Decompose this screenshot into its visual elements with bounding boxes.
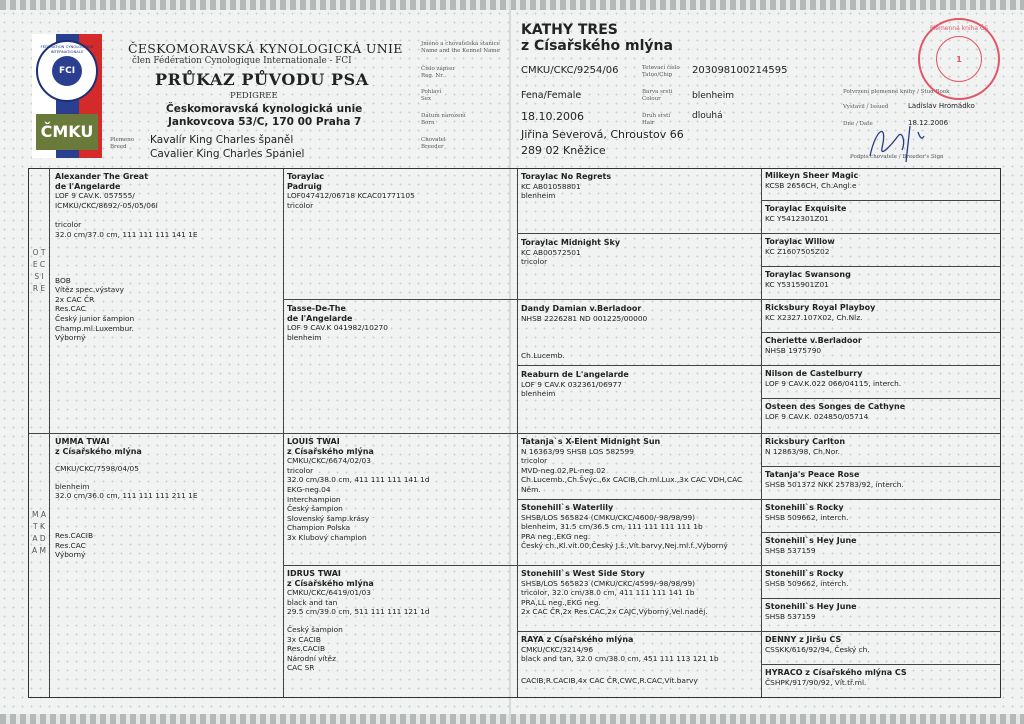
breed-en: Cavalier King Charles Spaniel <box>150 148 305 160</box>
gggp-cell: Stonehill`s Rocky SHSB 509662, interch. <box>765 503 849 522</box>
gggp-cell: Toraylac Willow KC Z1607505Z02 <box>765 237 835 256</box>
label-signature: Podpis chovatele / Breeder's Sign <box>850 154 944 160</box>
ggp-cell: Toraylac No Regrets KC AB01058801 blenheim <box>521 172 612 201</box>
gp-sire-dam: Tasse-De-The de l'Angelarde LOF 9 CAV.K 041982/10270 blenheim <box>287 304 388 342</box>
dog-sex: Fena/Female <box>521 90 582 101</box>
ggp-cell: Stonehill`s Waterlily SHSB/LOS 565824 (CMKU/CKC/4600/-98/98/99) blenheim, 31.5 cm/36.5 cm, 111 111 111 111 1b PRA neg.,EKG neg. Český ch.,Kl.vít.00,Český J.š.,Vít.barvy,Nej.ml.f.,Výborný <box>521 503 728 551</box>
org-address: Jankovcova 53/C, 170 00 Praha 7 <box>168 116 362 128</box>
dog-hair: dlouhá <box>692 111 723 121</box>
gp-dam-sire: LOUIS TWAI z Císařského mlýna CMKU/CKC/6674/02/03 tricolor 32.0 cm/38.0 cm, 411 111 111 141 1d EKG-neg.04 Interchampion Český šampion Slovenský šamp.krásy Champion Polska 3x Klubový champion <box>287 437 430 542</box>
issued-by: Ladislav Hromádko <box>908 102 975 110</box>
gggp-cell: Stonehill`s Rocky SHSB 509662, interch. <box>765 569 849 588</box>
dog-breeder-line2: 289 02 Kněžice <box>521 144 606 157</box>
fci-emblem-icon: FÉDÉRATION CYNOLOGIQUE INTERNATIONALE FCI <box>36 40 98 102</box>
gggp-cell: Ricksbury Carlton N 12863/98, Ch.Nor. <box>765 437 846 456</box>
doc-title: PRŮKAZ PŮVODU PSA <box>155 70 369 89</box>
label-colour: Barva srsti Colour <box>642 89 673 102</box>
gggp-cell: Stonehill`s Hey June SHSB 537159 <box>765 536 857 555</box>
gggp-cell: Nilson de Castelburry LOF 9 CAV.K.022 066/04115, interch. <box>765 369 902 388</box>
ggp-cell: Dandy Damian v.Berladoor NHSB 2226281 ND 001225/00000 Ch.Lucemb. <box>521 304 648 361</box>
org-name: ČESKOMORAVSKÁ KYNOLOGICKÁ UNIE <box>128 41 403 56</box>
ggp-cell: Toraylac Midnight Sky KC AB00572501 tricolor <box>521 238 621 267</box>
ggp-cell: Tatanja`s X-Elent Midnight Sun N 16363/99 SHSB LOS 582599 tricolor MVD-neg.02,PL-neg.02 Ch.Lucemb.,Ch.Švýc.,6x CACIB,Ch.ml.Lux.,3x CAC VDH,CAC Něm. <box>521 437 743 494</box>
label-tattoo: Tetovací číslo Tatoo/Chip <box>642 65 680 78</box>
gp-sire-sire: Toraylac Padruig LOF047412/06718 KCAC01771105 tricolor <box>287 172 415 210</box>
bottom-border <box>0 714 1024 724</box>
label-sex: Pohlaví Sex <box>421 89 442 102</box>
pedigree-table <box>28 168 1001 698</box>
label-studbook: Potvrzení plemenné knihy / Stud Book <box>843 89 950 95</box>
dog-breeder-line1: Jiřina Severová, Chroustov 66 <box>521 128 684 141</box>
gggp-cell: DENNY z Jiršu CS CSSKK/616/92/94, Český ch. <box>765 635 870 654</box>
dog-born: 18.10.2006 <box>521 110 584 123</box>
label-date: Dne / Date <box>843 121 873 127</box>
sire-cell: Alexander The Great de l'Angelarde LOF 9 CAV.K. 057555/ ICMKU/CKC/8692/-05/05/06I tricolor 32.0 cm/37.0 cm, 111 111 111 141 1E BOB Vítěz spec.výstavy 2x CAC ČR Res.CAC Český junior šampion Champ.ml.Luxembur. Výborný <box>55 172 198 343</box>
dog-reg: CMKU/CKC/9254/06 <box>521 65 619 76</box>
org-address-name: Českomoravská kynologická unie <box>166 103 363 115</box>
dam-side-label: M A T K A D A M <box>32 510 46 555</box>
label-hair: Druh srsti Hair <box>642 113 671 126</box>
breed-label: Plemeno Breed <box>110 137 135 150</box>
org-member: člen Fédération Cynologique Internationale - FCI <box>132 56 352 66</box>
gggp-cell: Milkeyn Sheer Magic KCSB 2656CH, Ch.Angl.e <box>765 171 859 190</box>
doc-subtitle: PEDIGREE <box>230 91 278 101</box>
breed-cz: Kavalír King Charles španěl <box>150 134 294 146</box>
issue-date: 18.12.2006 <box>908 119 949 127</box>
gp-dam-dam: IDRUS TWAI z Císařského mlýna CMKU/CKC/6419/01/03 black and tan 29.5 cm/39.0 cm, 511 111 111 121 1d Český šampion 3x CACIB Res.CACIB Národní vítěz CAC SR <box>287 569 430 673</box>
gggp-cell: Toraylac Exquisite KC Y5412301Z01 <box>765 204 847 223</box>
sire-side-label: O T E C S I R E <box>32 248 46 293</box>
cmku-emblem-icon: ČMKU <box>36 114 98 150</box>
label-born: Datum narození Born <box>421 113 466 126</box>
ggp-cell: Reaburn de L'angelarde LOF 9 CAV.K 032361/06977 blenheim <box>521 370 629 399</box>
label-breeder: Chovatel Breeder <box>421 137 446 150</box>
gggp-cell: HYRACO z Císařského mlýna CS ČSHPK/917/90/92, Vít.tř.ml. <box>765 668 907 687</box>
studbook-stamp: Plemenná kniha ČS 1 <box>918 18 1000 100</box>
label-reg: Číslo zápisu Reg. Nr. <box>421 66 455 79</box>
dam-cell: UMMA TWAI z Císařského mlýna CMKU/CKC/7598/04/05 blenheim 32.0 cm/36.0 cm, 111 111 111 211 1E Res.CACIB Res.CAC Výborný <box>55 437 198 560</box>
dog-chip: 203098100214595 <box>692 65 788 76</box>
dog-colour: blenheim <box>692 91 734 101</box>
gggp-cell: Osteen des Songes de Cathyne LOF 9 CAV.K. 024850/05714 <box>765 402 906 421</box>
gggp-cell: Cheriette v.Berladoor NHSB 1975790 <box>765 336 862 355</box>
dog-name-line1: KATHY TRES <box>521 22 618 38</box>
signature-icon <box>862 118 942 164</box>
gggp-cell: Tatanja's Peace Rose SHSB 501372 NKK 25783/92, interch. <box>765 470 904 489</box>
label-issued: Vystavil / Issued <box>843 104 889 110</box>
ggp-cell: RAYA z Císařského mlýna CMKU/CKC/3214/96 black and tan, 32.0 cm/38.0 cm, 451 111 113 121 1b CACIB,R.CACIB,4x CAC ČR,CWC,R.CAC,Vít.barvy <box>521 635 719 685</box>
ggp-cell: Stonehill`s West Side Story SHSB/LOS 565823 (CMKU/CKC/4599/-98/98/99) tricolor, 32.0 cm/38.0 cm, 411 111 111 141 1b PRA,LL neg.,EKG neg. 2x CAC ČR,2x Res.CAC,2x CAJC,Výborný,Vel.naděj. <box>521 569 708 617</box>
gggp-cell: Ricksbury Royal Playboy KC X2327.107X02, Ch.Nlz. <box>765 303 876 322</box>
gggp-cell: Toraylac Swansong KC Y5315901Z01 <box>765 270 851 289</box>
label-name-kennel: Jméno a chovatelská stanice Name and the Kennel Name <box>421 41 500 54</box>
top-border <box>0 0 1024 10</box>
cmku-fci-logo <box>32 34 102 158</box>
gggp-cell: Stonehill`s Hey June SHSB 537159 <box>765 602 857 621</box>
dog-name-line2: z Císařského mlýna <box>521 38 673 54</box>
